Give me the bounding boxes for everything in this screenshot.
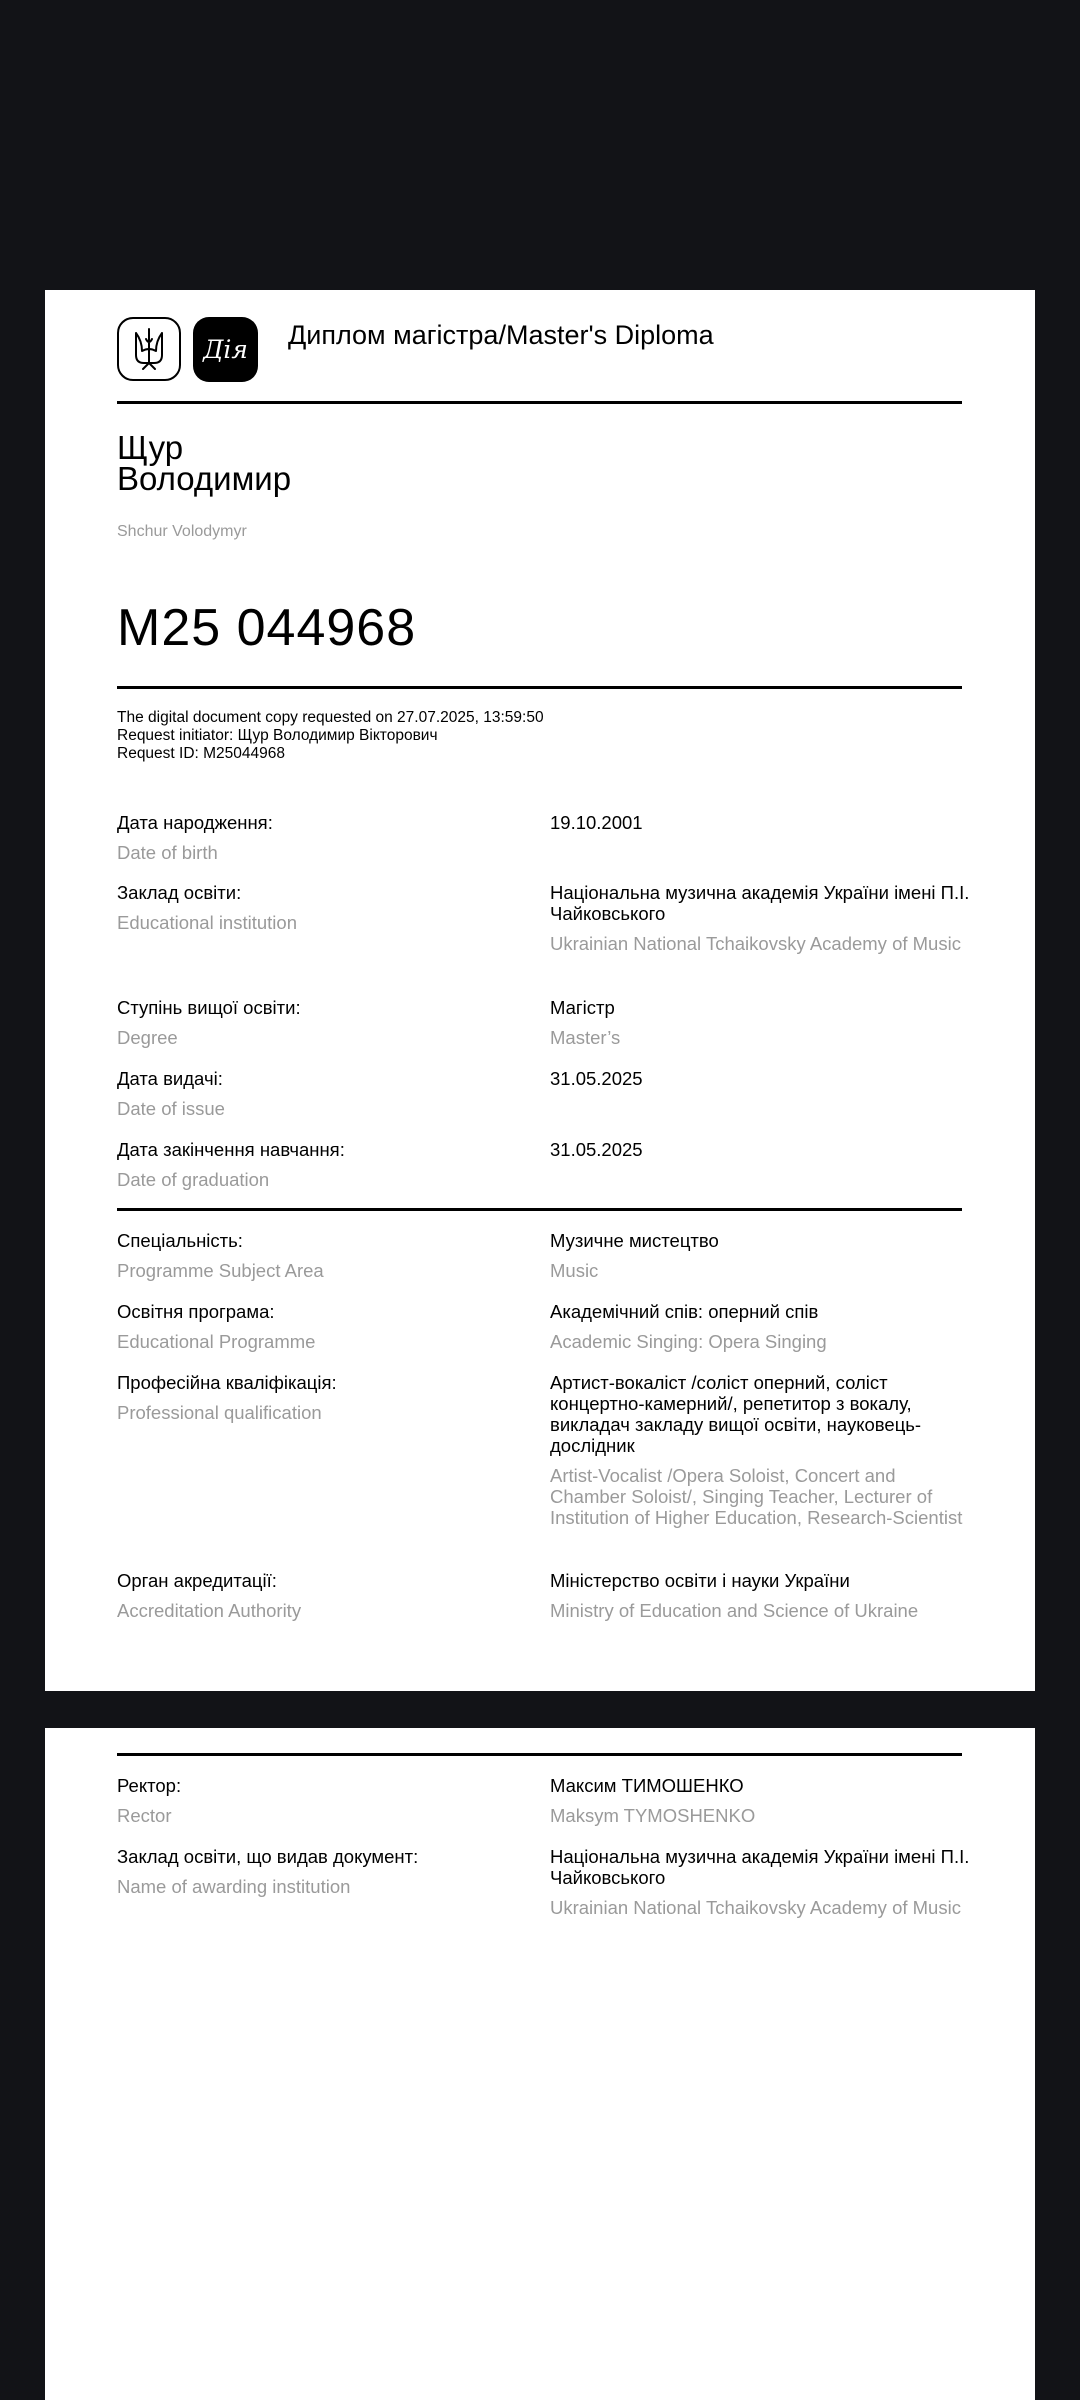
field-value: Міністерство освіти і науки України [550, 1570, 850, 1591]
field-value: Академічний спів: оперний спів [550, 1301, 819, 1322]
field-label: Заклад освіти: [117, 882, 242, 903]
diia-logo: Дія [193, 317, 258, 382]
field-value: Магістр [550, 997, 615, 1018]
field-label: Професійна кваліфікація: [117, 1372, 337, 1393]
field-value-en: Ukrainian National Tchaikovsky Academy of Music [550, 933, 961, 954]
field-value: Артист-вокаліст /соліст оперний, соліст концертно-камерний/, репетитор з вокалу, викладач закладу вищої освіти, науковець-дослідник [550, 1372, 922, 1456]
field-label-en: Rector [117, 1805, 172, 1826]
request-initiator: Request initiator: Щур Володимир Вікторович [117, 727, 438, 744]
document-title: Диплом магістра/Master's Diploma [288, 320, 714, 350]
field-label: Дата видачі: [117, 1068, 223, 1089]
field-label: Спеціальність: [117, 1230, 243, 1251]
field-label-en: Accreditation Authority [117, 1600, 302, 1621]
holder-surname: Щур [117, 429, 184, 466]
holder-name-ua [117, 429, 292, 497]
field-value: Національна музична академія України імені П.І. Чайковського [550, 882, 970, 924]
field-value-en: Artist-Vocalist /Opera Soloist, Concert and Chamber Soloist/, Singing Teacher, Lecturer of Institution of Higher Education, Research-Scientist [550, 1465, 963, 1528]
document-number: M25 044968 [117, 599, 417, 657]
field-value-en: Music [550, 1260, 599, 1281]
field-value: Національна музична академія України імені П.І. Чайковського [550, 1846, 970, 1888]
field-label: Дата народження: [117, 812, 273, 833]
field-value: 31.05.2025 [550, 1068, 643, 1089]
field-value: Музичне мистецтво [550, 1230, 719, 1251]
field-value-en: Maksym TYMOSHENKO [550, 1805, 756, 1826]
document-header [117, 317, 714, 382]
field-label-en: Date of issue [117, 1098, 225, 1119]
divider [117, 401, 962, 404]
field-value: Максим ТИМОШЕНКО [550, 1775, 744, 1796]
divider [117, 1753, 962, 1756]
field-label: Заклад освіти, що видав документ: [117, 1846, 419, 1867]
field-label: Орган акредитації: [117, 1570, 277, 1591]
diploma-page-2 [45, 1728, 1035, 2400]
field-label: Освітня програма: [117, 1301, 275, 1322]
field-value: 31.05.2025 [550, 1139, 643, 1160]
holder-name-en: Shchur Volodymyr [117, 523, 247, 540]
field-label-en: Date of birth [117, 842, 218, 863]
field-label-en: Degree [117, 1027, 178, 1048]
field-label: Дата закінчення навчання: [117, 1139, 345, 1160]
field-label-en: Educational institution [117, 912, 297, 933]
holder-first-name: Володимир [117, 460, 292, 497]
request-id: Request ID: M25044968 [117, 745, 286, 762]
trident-logo-icon [117, 317, 181, 381]
field-label: Ступінь вищої освіти: [117, 997, 301, 1018]
field-value-en: Ukrainian National Tchaikovsky Academy of Music [550, 1897, 961, 1918]
field-value: 19.10.2001 [550, 812, 643, 833]
request-info [117, 709, 544, 763]
divider [117, 686, 962, 689]
divider [117, 1208, 962, 1211]
field-value-en: Ministry of Education and Science of Ukraine [550, 1600, 919, 1621]
field-value-en: Master’s [550, 1027, 621, 1048]
field-label-en: Professional qualification [117, 1402, 322, 1423]
field-value-en: Academic Singing: Opera Singing [550, 1331, 827, 1352]
diploma-page-1 [45, 290, 1035, 1691]
field-label-en: Programme Subject Area [117, 1260, 324, 1281]
field-label: Ректор: [117, 1775, 182, 1796]
request-date: The digital document copy requested on 27.07.2025, 13:59:50 [117, 709, 544, 726]
field-label-en: Educational Programme [117, 1331, 316, 1352]
field-label-en: Name of awarding institution [117, 1876, 351, 1897]
field-label-en: Date of graduation [117, 1169, 270, 1190]
